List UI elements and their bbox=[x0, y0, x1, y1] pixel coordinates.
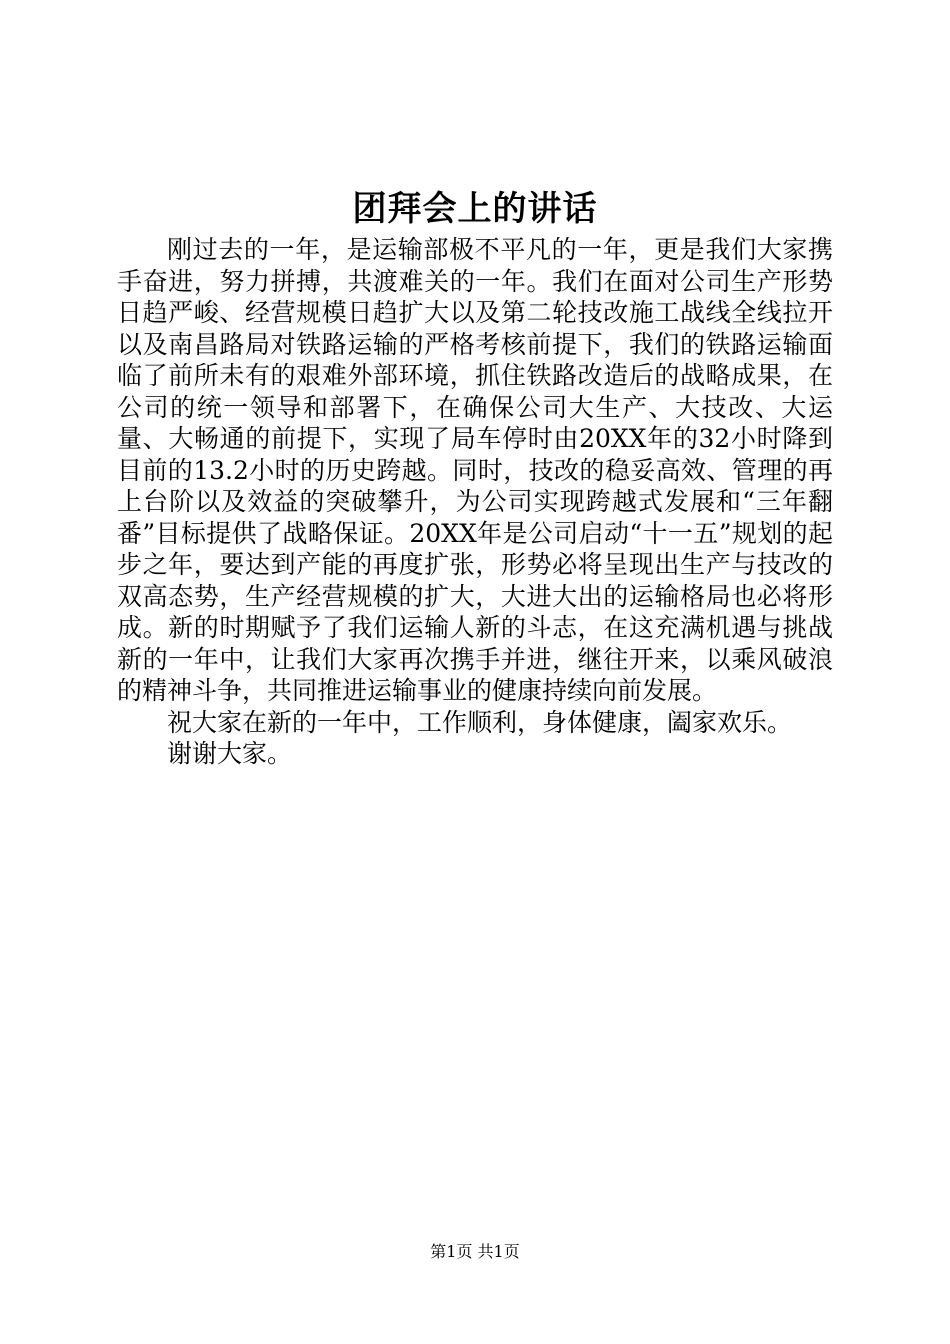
document-body bbox=[117, 234, 833, 770]
paragraph-thanks: 谢谢大家。 bbox=[167, 739, 293, 768]
paragraph-wishes: 祝大家在新的一年中，工作顺利，身体健康，阖家欢乐。 bbox=[167, 707, 793, 737]
paragraph-main: 刚过去的一年，是运输部极不平凡的一年，更是我们大家携手奋进，努力拼搏，共渡难关的一年。我们在面对公司生产形势日趋严峻、经营规模日趋扩大以及第二轮技改施工战线全线拉开以及南昌路局对铁路运输的严格考核前提下，我们的铁路运输面临了前所未有的艰难外部环境，抓住铁路改造后的战略成果，在公司的统一领导和部署下，在确保公司大生产、大技改、大运量、大畅通的前提下，实现了局车停时由20XX年的32小时降到目前的13.2小时的历史跨越。同时，技改的稳妥高效、管理的再上台阶以及效益的突破攀升，为公司实现跨越式发展和“三年翻番”目标提供了战略保证。20XX年是公司启动“十一五”规划的起步之年，要达到产能的再度扩张，形势必将呈现出生产与技改的双高态势，生产经营规模的扩大，大进大出的运输格局也必将形成。新的时期赋予了我们运输人新的斗志，在这充满机遇与挑战新的一年中，让我们大家再次携手并进，继往开来，以乘风破浪的精神斗争，共同推进运输事业的健康持续向前发展。 bbox=[117, 235, 833, 705]
document-title: 团拜会上的讲话 bbox=[352, 189, 598, 229]
page-footer: 第1页 共1页 bbox=[430, 1242, 520, 1261]
